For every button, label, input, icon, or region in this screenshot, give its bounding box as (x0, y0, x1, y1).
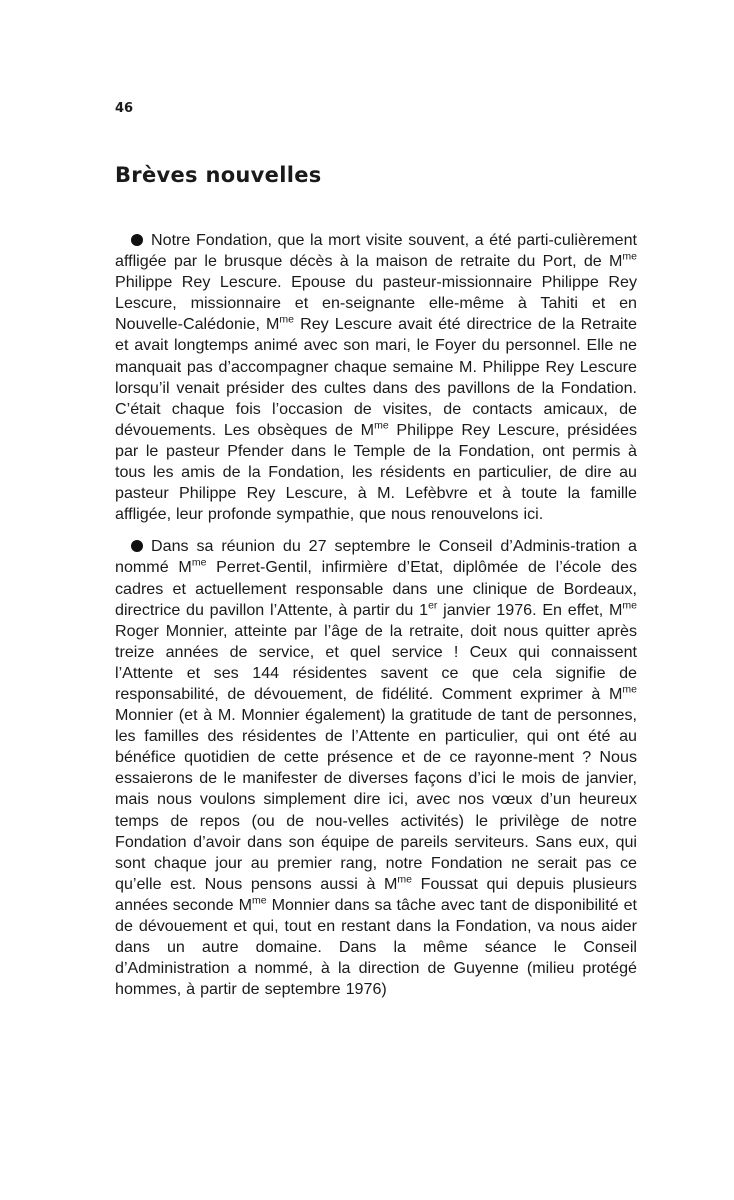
bullet-icon (131, 540, 143, 552)
paragraph-1 (115, 230, 637, 525)
paragraph-1-text: Notre Fondation, que la mort visite souvent, a été parti-culièrement affligée par le brusque décès à la maison de retraite du Port, de $M^{me}$ Philippe Rey Lescure. Epouse du pasteur-missionnaire Philippe Rey Lescure, missionnaire et en-seignante elle-même à Tahiti et en Nouvelle-Calédonie, $M^{me}$ Rey Lescure avait été directrice de la Retraite et avait longtemps animé avec son mari, le Foyer du personnel. Elle ne manquait pas d’accompagner chaque semaine M. Philippe Rey Lescure lorsqu’il venait présider des cultes dans des pavillons de la Fondation. C’était chaque fois l’occasion de visites, de contacts amicaux, de dévouements. Les obsèques de $M^{me}$ Philippe Rey Lescure, présidées par le pasteur Pfender dans le Temple de la Fondation, ont permis à tous les amis de la Fondation, les résidents en particulier, de dire au pasteur Philippe Rey Lescure, à M. Lefèbvre et à toute la famille affligée, leur profonde sympathie, que nous renouvelons ici. (115, 231, 637, 524)
bullet-icon (131, 234, 143, 246)
section-heading: Brèves nouvelles (115, 163, 322, 187)
page-number: 46 (115, 101, 134, 116)
paragraph-2-text: Dans sa réunion du 27 septembre le Conseil d’Adminis-tration a nommé $M^{me}$ Perret-Gentil, infirmière d’Etat, diplômée de l’école des cadres et actuellement responsable dans une clinique de Bordeaux, directrice du pavillon l’Attente, à partir du 1er janvier 1976. En effet, $M^{me}$ Roger Monnier, atteinte par l’âge de la retraite, doit nous quitter après treize années de service, et quel service ! Ceux qui connaissent l’Attente et ses 144 résidentes savent ce que cela signifie de responsabilité, de dévouement, de fidélité. Comment exprimer à $M^{me}$ Monnier (et à M. Monnier également) la gratitude de tant de personnes, les familles des résidentes de l’Attente en particulier, qui ont été au bénéfice quotidien de cette présence et de ce rayonne-ment ? Nous essaierons de le manifester de diverses façons d’ici le mois de janvier, mais nous voulons simplement dire ici, avec nos vœux d’un heureux temps de repos (ou de nou-velles activités) le privilège de notre Fondation d’avoir dans son équipe de pareils serviteurs. Sans eux, qui sont chaque jour au premier rang, notre Fondation ne serait pas ce qu’elle est. Nous pensons aussi à $M^{me}$ Foussat qui depuis plusieurs années seconde $M^{me}$ Monnier dans sa tâche avec tant de disponibilité et de dévouement et qui, tout en restant dans la Fondation, va nous aider dans un autre domaine. Dans la même séance le Conseil d’Administration a nommé, à la direction de Guyenne (milieu protégé hommes, à partir de septembre 1976) (115, 537, 638, 999)
paragraph-2 (115, 536, 637, 1000)
article-body (115, 230, 637, 1011)
